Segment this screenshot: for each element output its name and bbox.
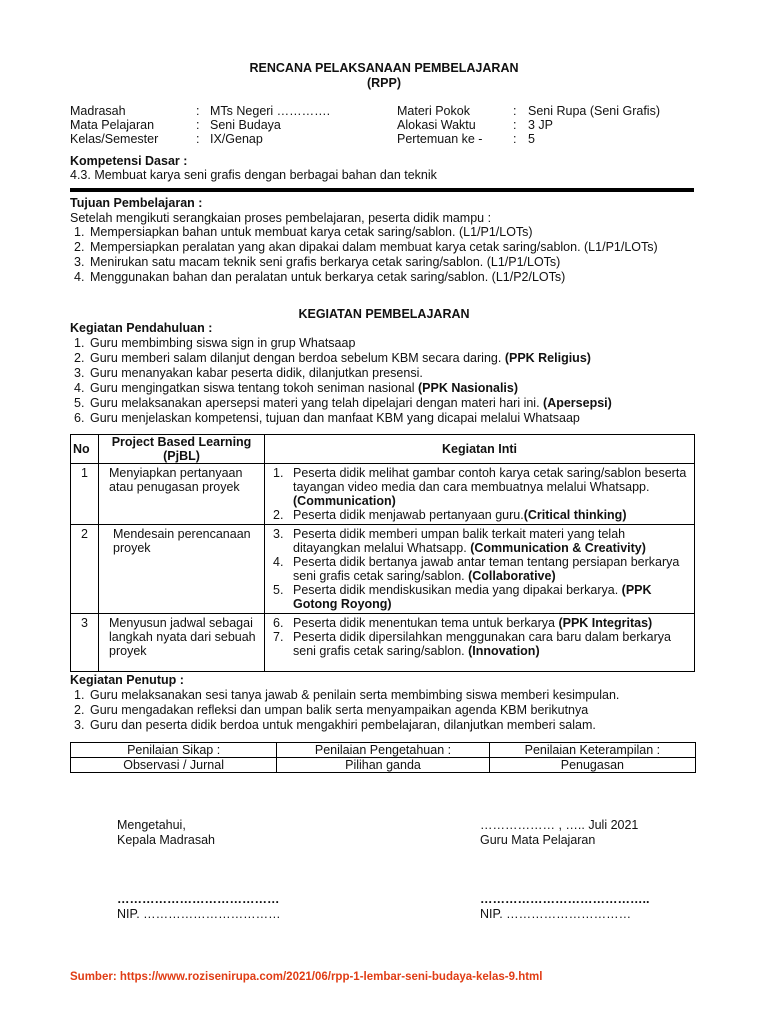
- kd-heading: Kompetensi Dasar :: [70, 154, 188, 168]
- item-number: 5.: [74, 396, 85, 410]
- info-value: IX/Genap: [210, 132, 263, 146]
- tujuan-heading: Tujuan Pembelajaran :: [70, 196, 203, 210]
- list-item: [70, 351, 690, 366]
- item-text: Menirukan satu macam teknik seni grafis berkarya cetak saring/sablon. (L1/P1/LOTs): [90, 255, 561, 269]
- list-item: [271, 508, 690, 522]
- pjbl-step: Menyiapkan pertanyaan atau penugasan proyek: [99, 464, 265, 525]
- list-item: [70, 240, 660, 255]
- header-kegiatan-inti: Kegiatan Inti: [265, 435, 695, 464]
- kegiatan-title: KEGIATAN PEMBELAJARAN: [298, 307, 470, 321]
- list-item: [70, 718, 700, 733]
- tujuan-list: [70, 225, 670, 285]
- pjbl-step: Menyusun jadwal sebagai langkah nyata dari sebuah proyek: [99, 614, 265, 672]
- pendahuluan-heading: Kegiatan Pendahuluan :: [70, 321, 213, 335]
- item-tag: (Communication): [293, 494, 396, 508]
- inti-cell: [265, 464, 695, 525]
- table-row: [71, 464, 695, 525]
- item-text: Guru membimbing siswa sign in grup Whatsaap: [90, 336, 356, 350]
- sign-role: Guru Mata Pelajaran: [480, 833, 596, 847]
- info-value: Seni Rupa (Seni Grafis): [528, 104, 661, 118]
- item-text: Menggunakan bahan dan peralatan untuk berkarya cetak saring/sablon. (L1/P2/LOTs): [90, 270, 566, 284]
- penilaian-header-row: [71, 743, 696, 758]
- item-text: Guru mengingatkan siswa tentang tokoh seniman nasional: [90, 381, 418, 395]
- info-colon: :: [196, 104, 200, 118]
- info-colon: :: [196, 118, 200, 132]
- list-item: [271, 555, 690, 583]
- item-number: 6.: [273, 616, 284, 630]
- item-tag: (PPK Nasionalis): [417, 381, 519, 395]
- info-label: Alokasi Waktu: [397, 118, 476, 132]
- item-number: 1.: [74, 336, 85, 350]
- item-text: Guru menanyakan kabar peserta didik, dilanjutkan presensi.: [90, 366, 423, 380]
- info-colon: :: [196, 132, 200, 146]
- info-colon: :: [513, 132, 517, 146]
- item-text: Peserta didik memberi umpan balik terkait materi yang telah ditayangkan melalui Whatsapp.: [293, 527, 626, 555]
- item-text: Peserta didik bertanya jawab antar teman tentang persiapan berkarya seni grafis cetak saring/sablon.: [293, 555, 680, 583]
- sign-name-placeholder: …………………………………: [117, 892, 280, 906]
- info-colon: :: [513, 118, 517, 132]
- list-item: [70, 381, 690, 396]
- info-label: Madrasah: [70, 104, 126, 118]
- item-text: Guru memberi salam dilanjut dengan berdoa sebelum KBM secara daring.: [90, 351, 505, 365]
- tujuan-intro: Setelah mengikuti serangkaian proses pembelajaran, peserta didik mampu :: [70, 211, 492, 225]
- penilaian-value: Observasi / Jurnal: [71, 758, 277, 773]
- item-text: Peserta didik mendiskusikan media yang dipakai berkarya.: [293, 583, 622, 597]
- list-item: [70, 225, 670, 240]
- kd-text: 4.3. Membuat karya seni grafis dengan berbagai bahan dan teknik: [70, 168, 437, 182]
- item-number: 5.: [273, 583, 284, 597]
- item-text: Guru melaksanakan sesi tanya jawab & penilain serta membimbing siswa memberi kesimpulan.: [90, 688, 620, 702]
- penutup-list: [70, 688, 700, 733]
- document-subtitle: (RPP): [366, 76, 402, 90]
- penilaian-header: Penilaian Keterampilan :: [489, 743, 695, 758]
- item-number: 3.: [74, 255, 85, 269]
- sign-line1: ……………… , ….. Juli 2021: [480, 818, 639, 832]
- inti-cell: [265, 525, 695, 614]
- item-number: 7.: [273, 630, 284, 644]
- signature-right: [480, 818, 638, 848]
- info-value: 5: [528, 132, 535, 146]
- item-text: Mempersiapkan peralatan yang akan dipakai dalam membuat karya cetak saring/sablon. (L1/P1/LOTs): [90, 240, 658, 254]
- section-divider: [70, 188, 694, 192]
- penilaian-table: [70, 742, 696, 773]
- item-tag: (PPK Religius): [504, 351, 591, 365]
- item-number: 3.: [74, 366, 85, 380]
- list-item: [70, 270, 670, 285]
- item-text: Peserta didik melihat gambar contoh karya cetak saring/sablon beserta tayangan video media dan cara membuatnya melalui Whatsapp.: [293, 466, 687, 494]
- item-number: 2.: [74, 240, 85, 254]
- table-row: [71, 525, 695, 614]
- item-tag: (PPK Gotong Royong): [293, 583, 652, 611]
- sign-role: Kepala Madrasah: [117, 833, 215, 847]
- list-item: [271, 630, 690, 658]
- signature-left: [117, 818, 215, 848]
- info-label: Materi Pokok: [397, 104, 470, 118]
- penilaian-value: Penugasan: [489, 758, 695, 773]
- info-value: Seni Budaya: [210, 118, 281, 132]
- item-text: Mempersiapkan bahan untuk membuat karya cetak saring/sablon. (L1/P1/LOTs): [90, 225, 533, 239]
- item-number: 6.: [74, 411, 85, 425]
- item-text: Peserta didik menentukan tema untuk berkarya: [293, 616, 559, 630]
- info-value: MTs Negeri ………….: [210, 104, 331, 118]
- list-item: [70, 688, 700, 703]
- penilaian-value-row: [71, 758, 696, 773]
- item-number: 2.: [74, 703, 85, 717]
- item-number: 4.: [74, 270, 85, 284]
- item-text: Peserta didik dipersilahkan menggunakan cara baru dalam berkarya seni grafis cetak saring/sablon.: [293, 630, 671, 658]
- table-row: [71, 614, 695, 672]
- penilaian-header: Penilaian Pengetahuan :: [277, 743, 490, 758]
- row-number: 3: [71, 614, 99, 672]
- penilaian-header: Penilaian Sikap :: [71, 743, 277, 758]
- item-text: Guru mengadakan refleksi dan umpan balik serta menyampaikan agenda KBM berikutnya: [90, 703, 589, 717]
- item-number: 2.: [74, 351, 85, 365]
- item-number: 3.: [273, 527, 284, 541]
- source-link[interactable]: Sumber: https://www.rozisenirupa.com/2021/06/rpp-1-lembar-seni-budaya-kelas-9.html: [70, 971, 543, 983]
- item-text: Guru menjelaskan kompetensi, tujuan dan manfaat KBM yang dicapai melalui Whatsaap: [90, 411, 580, 425]
- header-pjbl: Project Based Learning (PjBL): [99, 435, 265, 464]
- table-header-row: [71, 435, 695, 464]
- item-text: Guru dan peserta didik berdoa untuk mengakhiri pembelajaran, dilanjutkan memberi salam.: [90, 718, 596, 732]
- list-item: [70, 396, 690, 411]
- info-value: 3 JP: [528, 118, 554, 132]
- kegiatan-inti-table: [70, 434, 695, 672]
- item-number: 4.: [273, 555, 284, 569]
- sign-line1: Mengetahui,: [117, 818, 186, 832]
- item-tag: (PPK Integritas): [558, 616, 653, 630]
- item-number: 3.: [74, 718, 85, 732]
- penilaian-value: Pilihan ganda: [277, 758, 490, 773]
- document-title: RENCANA PELAKSANAAN PEMBELAJARAN: [249, 61, 519, 75]
- list-item: [271, 527, 690, 555]
- item-tag: (Apersepsi): [543, 396, 612, 410]
- item-number: 1.: [273, 466, 284, 480]
- info-label: Pertemuan ke -: [397, 132, 483, 146]
- inti-cell: [265, 614, 695, 672]
- list-item: [70, 703, 700, 718]
- row-number: 1: [71, 464, 99, 525]
- item-number: 1.: [74, 688, 85, 702]
- list-item: [70, 366, 690, 381]
- item-number: 4.: [74, 381, 85, 395]
- info-label: Kelas/Semester: [70, 132, 159, 146]
- item-text: Guru melaksanakan apersepsi materi yang telah dipelajari dengan materi hari ini.: [90, 396, 544, 410]
- row-number: 2: [71, 525, 99, 614]
- info-label: Mata Pelajaran: [70, 118, 155, 132]
- sign-nip: NIP. …………………………: [480, 907, 632, 921]
- pendahuluan-list: [70, 336, 690, 426]
- item-number: 2.: [273, 508, 284, 522]
- penutup-heading: Kegiatan Penutup :: [70, 673, 184, 687]
- header-no: No: [71, 435, 99, 464]
- list-item: [70, 255, 670, 270]
- item-text: Peserta didik menjawab pertanyaan guru.: [293, 508, 524, 522]
- sign-name-placeholder: …………………………………..: [480, 892, 650, 906]
- item-tag: (Communication & Creativity): [470, 541, 646, 555]
- item-tag: (Collaborative): [468, 569, 556, 583]
- item-tag: (Innovation): [468, 644, 540, 658]
- info-colon: :: [513, 104, 517, 118]
- sign-nip: NIP. ……………………………: [117, 907, 281, 921]
- list-item: [70, 411, 690, 426]
- list-item: [70, 336, 690, 351]
- list-item: [271, 583, 690, 611]
- item-number: 1.: [74, 225, 85, 239]
- list-item: [271, 616, 690, 630]
- item-tag: (Critical thinking): [523, 508, 627, 522]
- list-item: [271, 466, 690, 508]
- pjbl-step: Mendesain perencanaan proyek: [99, 525, 265, 614]
